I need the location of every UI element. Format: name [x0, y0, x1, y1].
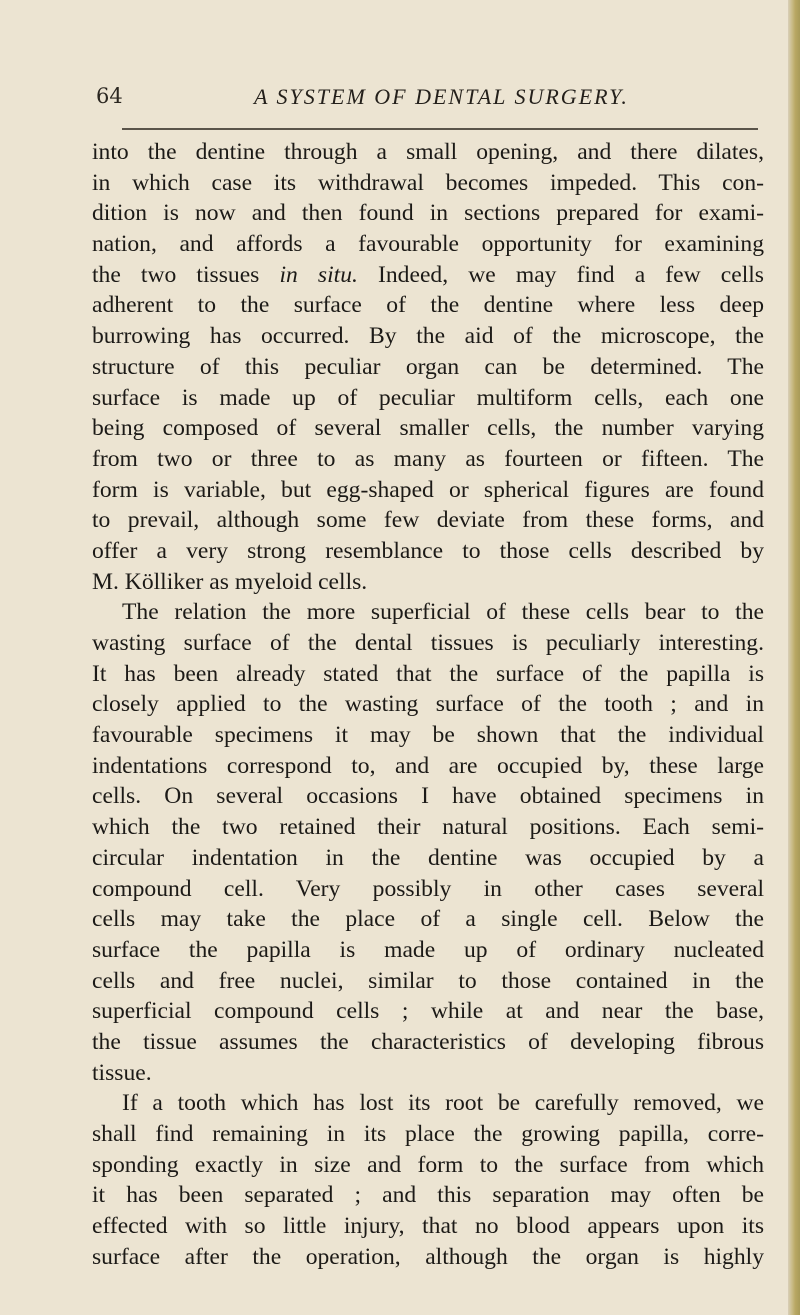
- text-line: to prevail, although some few deviate from these forms, and: [92, 507, 764, 534]
- text-line: compound cell. Very possibly in other cases several: [92, 875, 764, 902]
- text-line: the tissue assumes the characteristics of developing fibrous: [92, 1028, 764, 1055]
- text-line: cells and free nuclei, similar to those contained in the: [92, 967, 764, 994]
- text-line: nation, and affords a favourable opportunity for examining: [92, 231, 764, 258]
- paragraph-start-line: The relation the more superficial of these cells bear to the: [122, 599, 764, 626]
- text-line: effected with so little injury, that no blood appears upon its: [92, 1213, 764, 1240]
- text-line: cells. On several occasions I have obtained specimens in: [92, 783, 764, 810]
- text-line: superficial compound cells ; while at and near the base,: [92, 998, 764, 1025]
- body-text: [92, 137, 764, 1272]
- text-line: cells may take the place of a single cell. Below the: [92, 906, 764, 933]
- italic-phrase: in situ.: [279, 261, 358, 288]
- text-line: surface the papilla is made up of ordinary nucleated: [92, 936, 764, 963]
- text-line: sponding exactly in size and form to the surface from which: [92, 1151, 764, 1178]
- text-line: shall find remaining in its place the growing papilla, corre-: [92, 1121, 764, 1147]
- text-line: being composed of several smaller cells, the number varying: [92, 415, 764, 442]
- text-line: closely applied to the wasting surface of the tooth ; and in: [92, 691, 764, 718]
- text-line: adherent to the surface of the dentine where less deep: [92, 292, 764, 319]
- page-edge: [788, 0, 800, 1315]
- text-line: [92, 260, 764, 291]
- text-line: wasting surface of the dental tissues is peculiarly interesting.: [92, 630, 764, 656]
- text-line: surface is made up of peculiar multiform cells, each one: [92, 384, 764, 411]
- text-line: indentations correspond to, and are occupied by, these large: [92, 752, 764, 779]
- text-line: dition is now and then found in sections prepared for exami-: [92, 200, 764, 227]
- text-run: Indeed, we may find a few cells: [357, 261, 764, 288]
- text-line: It has been already stated that the surface of the papilla is: [92, 660, 764, 687]
- text-line: offer a very strong resemblance to those cells described by: [92, 537, 764, 564]
- text-line: into the dentine through a small opening, and there dilates,: [92, 139, 764, 165]
- text-line: M. Kölliker as myeloid cells.: [92, 568, 368, 595]
- text-line: which the two retained their natural positions. Each semi-: [92, 814, 764, 841]
- running-head: [96, 76, 766, 116]
- text-line: in which case its withdrawal becomes impeded. This con-: [92, 169, 764, 196]
- page-number: 64: [96, 84, 123, 108]
- text-run: the two tissues: [92, 261, 280, 288]
- text-line: circular indentation in the dentine was occupied by a: [92, 844, 764, 871]
- text-line: form is variable, but egg-shaped or spherical figures are found: [92, 476, 764, 503]
- text-line: it has been separated ; and this separation may often be: [92, 1182, 764, 1209]
- running-title: A SYSTEM OF DENTAL SURGERY.: [254, 84, 629, 109]
- text-line: tissue.: [92, 1059, 152, 1086]
- text-line: from two or three to as many as fourteen or fifteen. The: [92, 445, 764, 472]
- header-rule: [122, 128, 758, 130]
- text-line: structure of this peculiar organ can be determined. The: [92, 353, 764, 380]
- text-line: burrowing has occurred. By the aid of the microscope, the: [92, 323, 764, 350]
- text-line: surface after the operation, although the organ is highly: [92, 1243, 764, 1270]
- paragraph-start-line: If a tooth which has lost its root be carefully removed, we: [122, 1090, 764, 1117]
- text-line: favourable specimens it may be shown that the individual: [92, 722, 764, 749]
